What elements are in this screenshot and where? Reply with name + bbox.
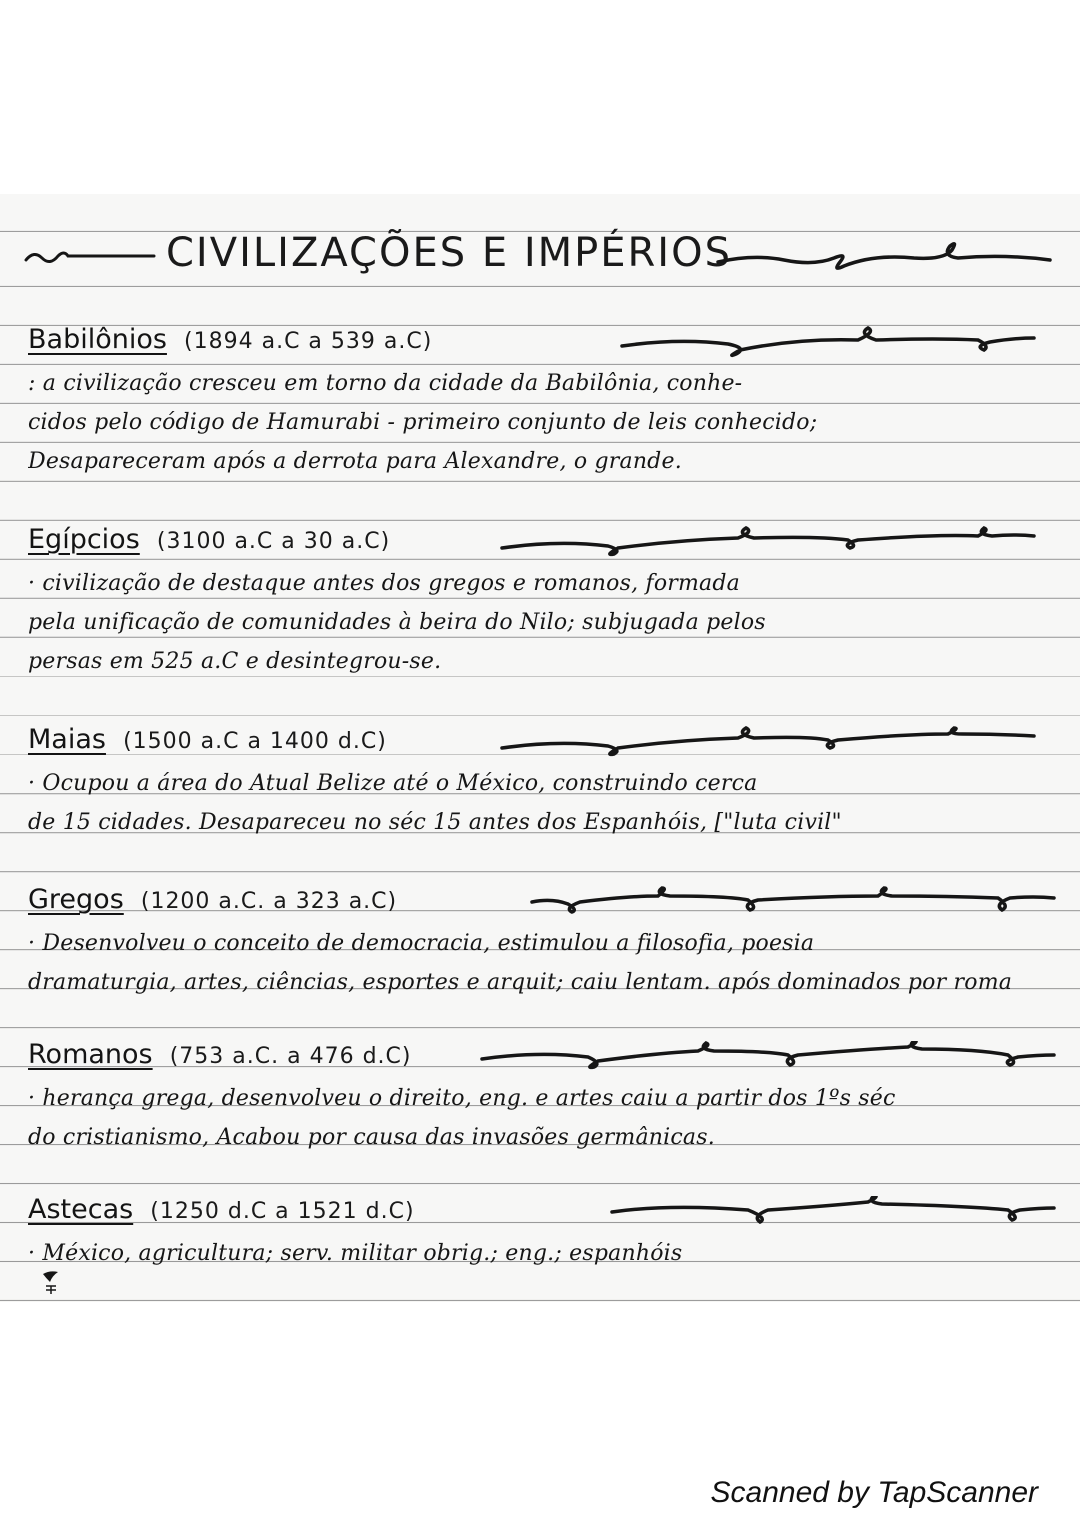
section-babilonios [28, 324, 1068, 481]
section-egipcios [28, 524, 1068, 681]
swirl-decoration-icon [478, 1041, 1058, 1075]
scanner-watermark: Scanned by TapScanner [710, 1476, 1038, 1509]
section-dates: (1250 d.C a 1521 d.C) [150, 1199, 415, 1224]
section-maias [28, 724, 1068, 842]
section-astecas [28, 1194, 1068, 1273]
section-heading [28, 1039, 1068, 1079]
section-name: Babilônios [28, 324, 167, 355]
section-text-line: pela unificação de comunidades à beira do Nilo; subjugada pelos [28, 610, 766, 635]
swirl-decoration-icon [24, 242, 164, 272]
section-text-line: · civilização de destaque antes dos gregos e romanos, formada [28, 571, 740, 596]
swirl-decoration-icon [618, 326, 1038, 360]
section-dates: (1894 a.C a 539 a.C) [184, 329, 433, 354]
section-heading [28, 724, 1068, 764]
notebook-page [0, 194, 1080, 1302]
section-romanos [28, 1039, 1068, 1157]
swirl-decoration-icon [528, 886, 1058, 920]
section-heading [28, 524, 1068, 564]
section-heading [28, 1194, 1068, 1234]
section-heading [28, 324, 1068, 364]
section-name: Maias [28, 724, 106, 755]
section-text-line: dramaturgia, artes, ciências, esportes e arquit; caiu lentam. após dominados por roma [28, 970, 1013, 995]
section-dates: (3100 a.C a 30 a.C) [156, 529, 391, 554]
swirl-decoration-icon [714, 236, 1054, 276]
page-title: CIVILIZAÇÕES E IMPÉRIOS [166, 230, 732, 276]
swirl-decoration-icon [608, 1196, 1058, 1230]
section-text-line: · México, agricultura; serv. militar obrig.; eng.; espanhóis [28, 1241, 683, 1266]
section-text-line: · herança grega, desenvolveu o direito, eng. e artes caiu a partir dos 1ºs séc [28, 1086, 896, 1111]
section-text-line: : a civilização cresceu em torno da cidade da Babilônia, conhe- [28, 371, 743, 396]
title-row [24, 224, 1054, 284]
section-text-line: · Desenvolveu o conceito de democracia, estimulou a filosofia, poesia [28, 931, 815, 956]
section-name: Gregos [28, 884, 124, 915]
section-text-line: persas em 525 a.C e desintegrou-se. [28, 649, 442, 674]
section-name: Romanos [28, 1039, 153, 1070]
section-heading [28, 884, 1068, 924]
section-text-line: do cristianismo, Acabou por causa das invasões germânicas. [28, 1125, 715, 1150]
section-gregos [28, 884, 1068, 1002]
swirl-decoration-icon [498, 526, 1038, 560]
section-dates: (1500 a.C a 1400 d.C) [123, 729, 387, 754]
section-text-line: de 15 cidades. Desapareceu no séc 15 antes dos Espanhóis, ["luta civil" [28, 810, 842, 835]
swirl-decoration-icon [498, 726, 1038, 760]
section-dates: (1200 a.C. a 323 a.C) [140, 889, 398, 914]
section-text-line: cidos pelo código de Hamurabi - primeiro conjunto de leis conhecido; [28, 410, 818, 435]
section-name: Egípcios [28, 524, 140, 555]
section-text-line: Desapareceram após a derrota para Alexandre, o grande. [28, 449, 682, 474]
section-dates: (753 a.C. a 476 d.C) [169, 1044, 412, 1069]
section-name: Astecas [28, 1194, 134, 1225]
section-text-line: · Ocupou a área do Atual Belize até o México, construindo cerca [28, 771, 758, 796]
bird-doodle-icon [40, 1268, 62, 1296]
